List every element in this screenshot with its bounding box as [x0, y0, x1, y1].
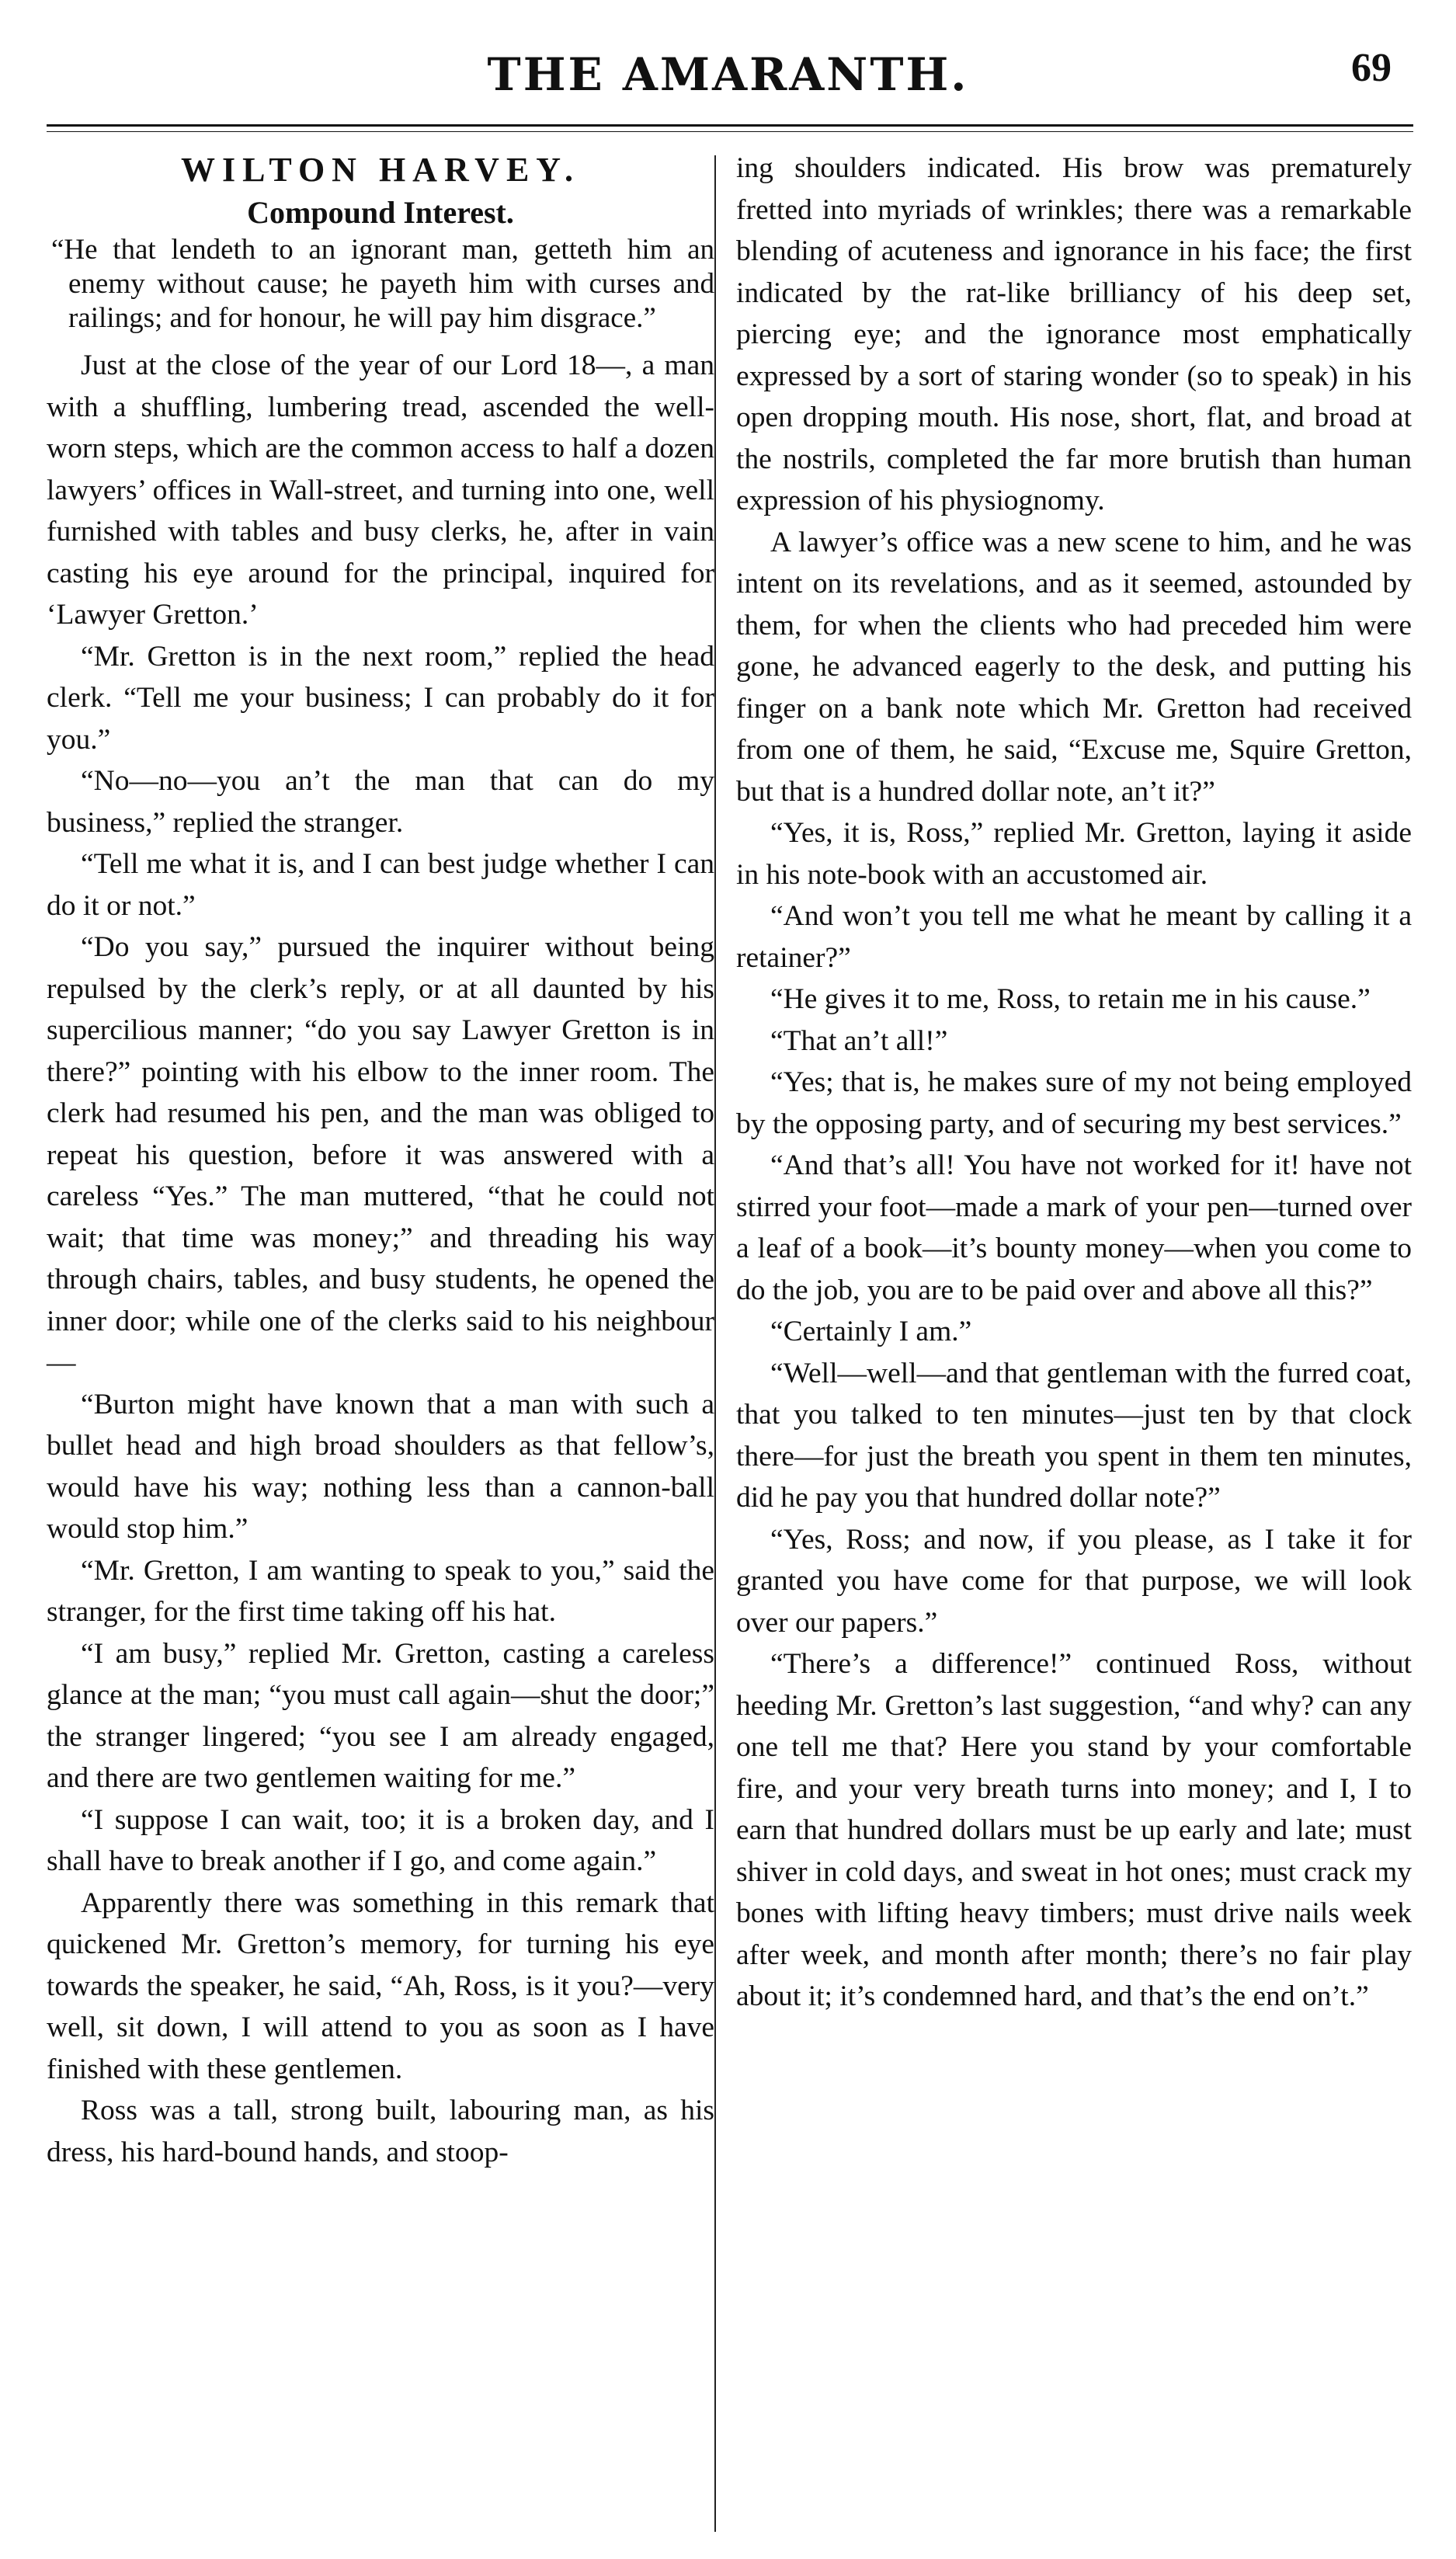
paragraph: “I suppose I can wait, too; it is a broken day, and I shall have to break another if I go, and come again.”	[47, 1803, 714, 1877]
paragraph: “Well—well—and that gentleman with the furred coat, that you talked to ten minutes—just ten by that clock there—for just the breath you spent in them ten minutes, did he pay you that hundred dollar note?”	[736, 1357, 1412, 1514]
left-column	[47, 148, 714, 2173]
paragraph-continuation: ing shoulders indicated. His brow was prematurely fretted into myriads of wrinkles; there was a remarkable blending of acuteness and ignorance in his face; the first indicated by the rat-like brilliancy of his deep set, piercing eye; and the ignorance most emphatically expressed by a sort of staring wonder (so to speak) in his open dropping mouth. His nose, short, flat, and broad at the nostrils, completed the far more brutish than human expression of his physiognomy.	[736, 152, 1412, 516]
paragraph: “No—no—you an’t the man that can do my business,” replied the stranger.	[47, 765, 714, 839]
paragraph: “There’s a difference!” continued Ross, without heeding Mr. Gretton’s last suggestion, “and why? can any one tell me that? Here you stand by your comfortable fire, and your very breath turns into money; and I, I to earn that hundred dollars must be up early and late; must shiver in cold days, and sweat in hot ones; must crack my bones with lifting heavy timbers; must drive nails week after week, and month after month; there’s no fair play about it; it’s condemned hard, and that’s the end on’t.”	[736, 1648, 1412, 2012]
right-column	[736, 148, 1412, 2018]
paragraph: “He gives it to me, Ross, to retain me in his cause.”	[770, 983, 1371, 1015]
paragraph: “And won’t you tell me what he meant by calling it a retainer?”	[736, 900, 1412, 974]
paragraph: “Yes; that is, he makes sure of my not being employed by the opposing party, and of securing my best services.”	[736, 1066, 1412, 1140]
paragraph: “Burton might have known that a man with such a bullet head and high broad shoulders as that fellow’s, would have his way; nothing less than a cannon-ball would stop him.”	[47, 1388, 714, 1545]
paragraph: “Yes, Ross; and now, if you please, as I take it for granted you have come for that purpose, we will look over our papers.”	[736, 1523, 1412, 1639]
paragraph: “Certainly I am.”	[770, 1316, 972, 1347]
paragraph: “Do you say,” pursued the inquirer without being repulsed by the clerk’s reply, or at all daunted by his supercilious manner; “do you say Lawyer Gretton is in there?” pointing with his elbow to the inner room. The clerk had resumed his pen, and the man was obliged to repeat his question, before it was answered with a careless “Yes.” The man muttered, “that he could not wait; that time was money;” and threading his way through chairs, tables, and busy students, he opened the inner door; while one of the clerks said to his neighbour—	[47, 931, 714, 1379]
paragraph: “That an’t all!”	[770, 1024, 948, 1057]
paragraph: “Tell me what it is, and I can best judge whether I can do it or not.”	[47, 848, 714, 922]
article-title: WILTON HARVEY.	[180, 151, 581, 189]
running-header-title: THE AMARANTH.	[487, 48, 969, 101]
paragraph: Just at the close of the year of our Lord 18—, a man with a shuffling, lumbering tread, ascended the well-worn steps, which are the common access to half a dozen lawyers’ offices in Wall-street, and turning into one, well furnished with tables and busy clerks, he, after in vain casting his eye around for the principal, inquired for ‘Lawyer Gretton.’	[47, 349, 714, 631]
paragraph: “I am busy,” replied Mr. Gretton, casting a careless glance at the man; “you must call again—shut the door;” the stranger lingered; “you see I am already engaged, and there are two gentlemen waiting for me.”	[47, 1637, 714, 1794]
paragraph: A lawyer’s office was a new scene to him, and he was intent on its revelations, and as it seemed, astounded by them, for when the clients who had preceded him were gone, he advanced eagerly to the desk, and putting his finger on a bank note which Mr. Gretton had received from one of them, he said, “Excuse me, Squire Gretton, but that is a hundred dollar note, an’t it?”	[736, 526, 1412, 808]
paragraph: “Mr. Gretton, I am wanting to speak to you,” said the stranger, for the first time taking off his hat.	[47, 1554, 714, 1628]
page-number: 69	[1351, 46, 1392, 90]
paragraph: “Yes, it is, Ross,” replied Mr. Gretton, laying it aside in his note-book with an accustomed air.	[736, 817, 1412, 891]
paragraph: Ross was a tall, strong built, labouring man, as his dress, his hard-bound hands, and stoop-	[47, 2095, 714, 2168]
paragraph: “Mr. Gretton is in the next room,” replied the head clerk. “Tell me your business; I can probably do it for you.”	[47, 640, 714, 756]
article-subtitle: Compound Interest.	[247, 195, 514, 230]
paragraph: “And that’s all! You have not worked for it! have not stirred your foot—made a mark of your pen—turned over a leaf of a book—it’s bounty money—when you come to do the job, you are to be paid over and above all this?”	[736, 1149, 1412, 1306]
paragraph: Apparently there was something in this remark that quickened Mr. Gretton’s memory, for turning his eye towards the speaker, he said, “Ah, Ross, is it you?—very well, sit down, I will attend to you as soon as I have finished with these gentlemen.	[47, 1886, 714, 2085]
column-divider	[714, 155, 716, 2532]
epigraph: “He that lendeth to an ignorant man, getteth him an enemy without cause; he payeth him with curses and railings; and for honour, he will pay him disgrace.”	[51, 234, 714, 334]
header-double-rule	[47, 124, 1413, 132]
